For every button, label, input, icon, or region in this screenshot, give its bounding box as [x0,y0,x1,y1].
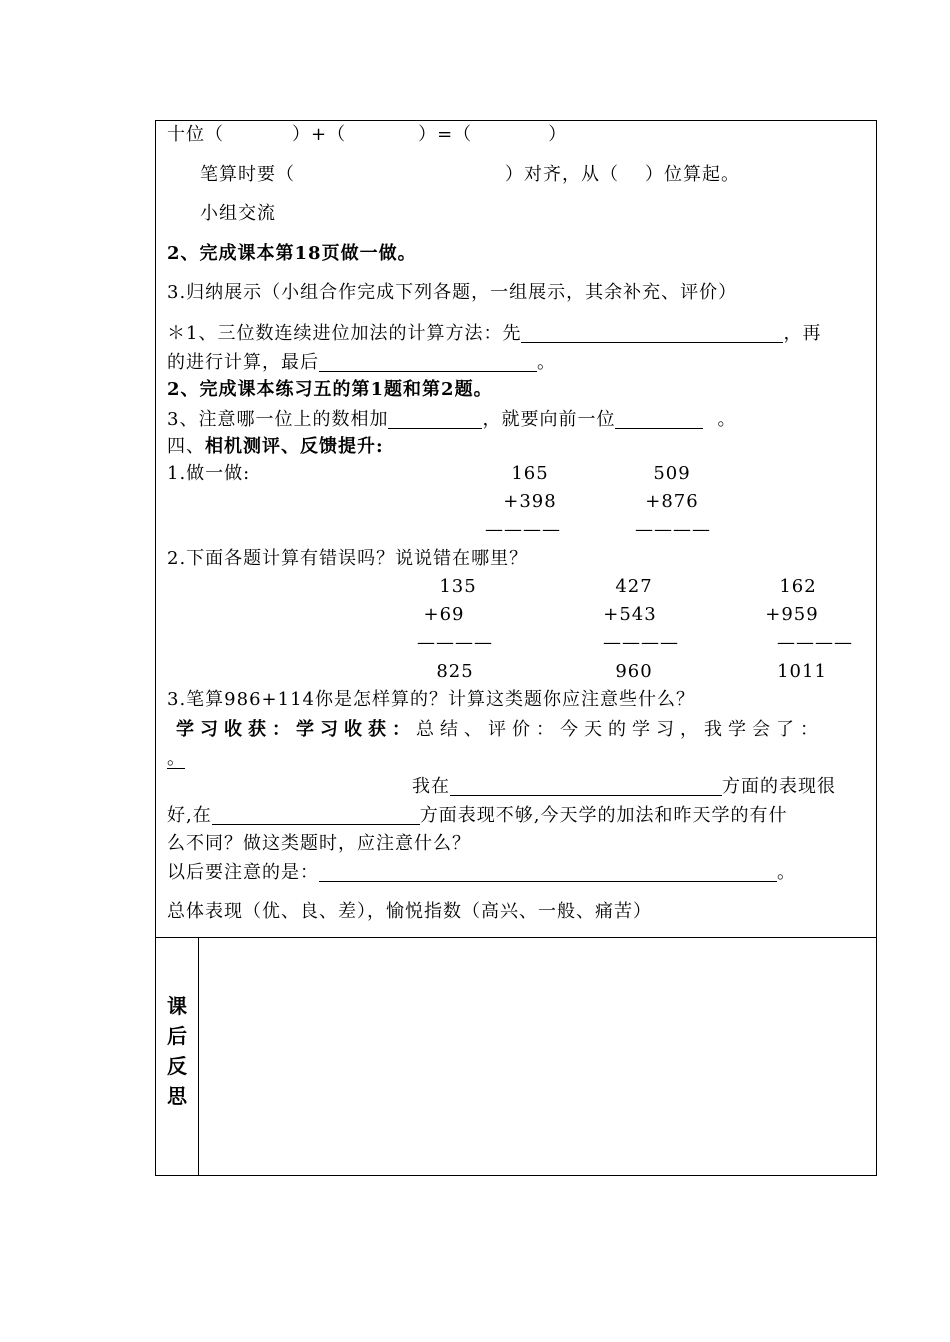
reflection-char: 后 [167,1024,187,1048]
problem-bar: ———— [485,519,561,540]
problem-bar: ———— [635,519,711,540]
problem-result: 960 [615,661,653,682]
performance-line: 我在 方面的表现很 [412,776,836,797]
reflection-label [156,991,198,1111]
notice-line: 3、注意哪一位上的数相加 ，就要向前一位 。 [167,409,737,430]
induction-line: 3.归纳展示（小组合作完成下列各题，一组展示，其余补充、评价） [167,282,738,303]
column-divider [198,937,199,1175]
problem-addend: +543 [603,604,657,625]
performance-blank-2[interactable] [212,806,420,825]
problem-result: 1011 [777,661,827,682]
alignment-line: 笔算时要（ ）对齐，从（ ）位算起。 [200,164,740,185]
notice-blank-2[interactable] [615,410,703,429]
problem-top: 162 [779,576,817,597]
exercise-3-label: 3.笔算986+114你是怎样算的？计算这类题你应注意些什么？ [167,689,695,710]
tens-place-line: 十位（ ）+（ ）=（ ） [167,124,568,145]
exercise-1-label: 1.做一做: [167,463,251,484]
task-page-18: 2、完成课本第18页做一做。 [167,243,417,264]
lesson-table [155,120,877,1176]
harvest-dot: 。 [167,748,186,769]
reflection-char: 课 [167,994,187,1018]
problem-bar: ———— [417,632,493,653]
problem-top: 427 [615,576,653,597]
exercise-2-label: 2.下面各题计算有错误吗？说说错在哪里？ [167,548,529,569]
problem-top: 509 [653,463,691,484]
method-line: ＊1、三位数连续进位加法的计算方法：先 ，再 [167,323,822,344]
problem-bar: ———— [603,632,679,653]
method-line-2: 的进行计算，最后 。 [167,352,556,373]
group-talk: 小组交流 [200,203,276,224]
problem-addend: +69 [423,604,465,625]
reflection-char: 思 [167,1084,187,1108]
row-divider [156,937,876,938]
problem-bar: ———— [777,632,853,653]
problem-addend: +398 [503,491,557,512]
method-blank[interactable] [521,324,783,343]
performance-line-3: 么不同？做这类题时，应注意什么？ [167,833,471,854]
later-blank[interactable] [319,863,777,882]
notice-blank-1[interactable] [388,410,482,429]
problem-top: 135 [439,576,477,597]
problem-addend: +876 [645,491,699,512]
performance-line-2: 好,在 方面表现不够,今天学的加法和昨天学的有什 [167,805,788,826]
problem-addend: +959 [765,604,819,625]
problem-top: 165 [511,463,549,484]
performance-blank-1[interactable] [450,777,722,796]
reflection-char: 反 [167,1054,187,1078]
task-exercise-5: 2、完成课本练习五的第1题和第2题。 [167,379,493,400]
later-line: 以后要注意的是： 。 [167,862,796,883]
section-four-heading: 四、相机测评、反馈提升: [167,436,384,457]
method-blank-2[interactable] [319,353,537,372]
problem-result: 825 [436,661,474,682]
harvest-line: 学习收获：学习收获：总结、评价：今天的学习，我学会了： [176,719,824,740]
overall-line: 总体表现（优、良、差），愉悦指数（高兴、一般、痛苦） [167,901,652,922]
